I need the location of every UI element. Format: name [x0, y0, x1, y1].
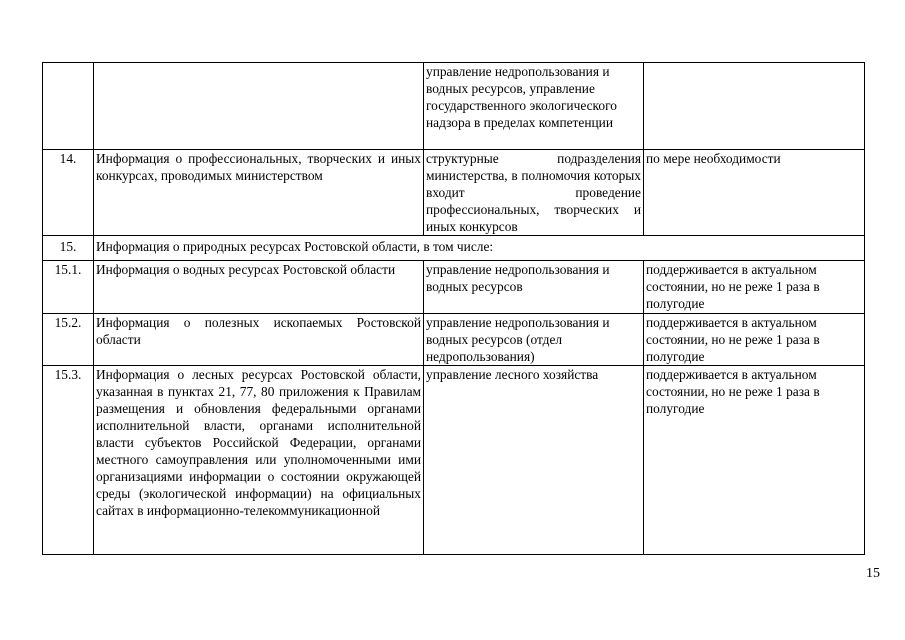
department-cell: управление недропользования и водных ресурсов [424, 261, 644, 314]
row-number: 15.2. [43, 314, 94, 366]
table-row [43, 366, 865, 555]
page-number: 15 [866, 566, 880, 581]
department-cell: управление недропользования и водных ресурсов (отдел недропользования) [424, 314, 644, 366]
table-row [43, 150, 865, 236]
table-row [43, 314, 865, 366]
period-cell: поддерживается в актуальном состоянии, но не реже 1 раза в полугодие [644, 314, 865, 366]
row-number [43, 63, 94, 150]
department-cell: структурные подразделения министерства, в полномочия которых входит проведение профессиональных, творческих и иных конкурсов [424, 150, 644, 236]
table-row [43, 236, 865, 261]
table-row [43, 261, 865, 314]
section-heading-cell: Информация о природных ресурсах Ростовской области, в том числе: [94, 236, 865, 261]
information-cell: Информация о лесных ресурсах Ростовской области, указанная в пунктах 21, 77, 80 приложения к Правилам размещения и обновления федеральными органами исполнительной власти, органами исполнительной власти субъектов Российской Федерации, органами местного самоуправления или уполномоченными ими организациями информации о состоянии окружающей среды (экологической информации) на официальных сайтах в информационно-телекоммуникационной [94, 366, 424, 555]
information-cell: Информация о водных ресурсах Ростовской области [94, 261, 424, 314]
department-cell: управление недропользования и водных ресурсов, управление государственного экологического надзора в пределах компетенции [424, 63, 644, 150]
information-table [42, 62, 865, 555]
department-cell: управление лесного хозяйства [424, 366, 644, 555]
information-cell: Информация о полезных ископаемых Ростовской области [94, 314, 424, 366]
period-cell: поддерживается в актуальном состоянии, но не реже 1 раза в полугодие [644, 261, 865, 314]
row-number: 15.1. [43, 261, 94, 314]
period-cell [644, 63, 865, 150]
period-cell: по мере необходимости [644, 150, 865, 236]
row-number: 14. [43, 150, 94, 236]
row-number: 15.3. [43, 366, 94, 555]
table-row [43, 63, 865, 150]
period-cell: поддерживается в актуальном состоянии, но не реже 1 раза в полугодие [644, 366, 865, 555]
row-number: 15. [43, 236, 94, 261]
information-cell: Информация о профессиональных, творческих и иных конкурсах, проводимых министерством [94, 150, 424, 236]
information-cell [94, 63, 424, 150]
